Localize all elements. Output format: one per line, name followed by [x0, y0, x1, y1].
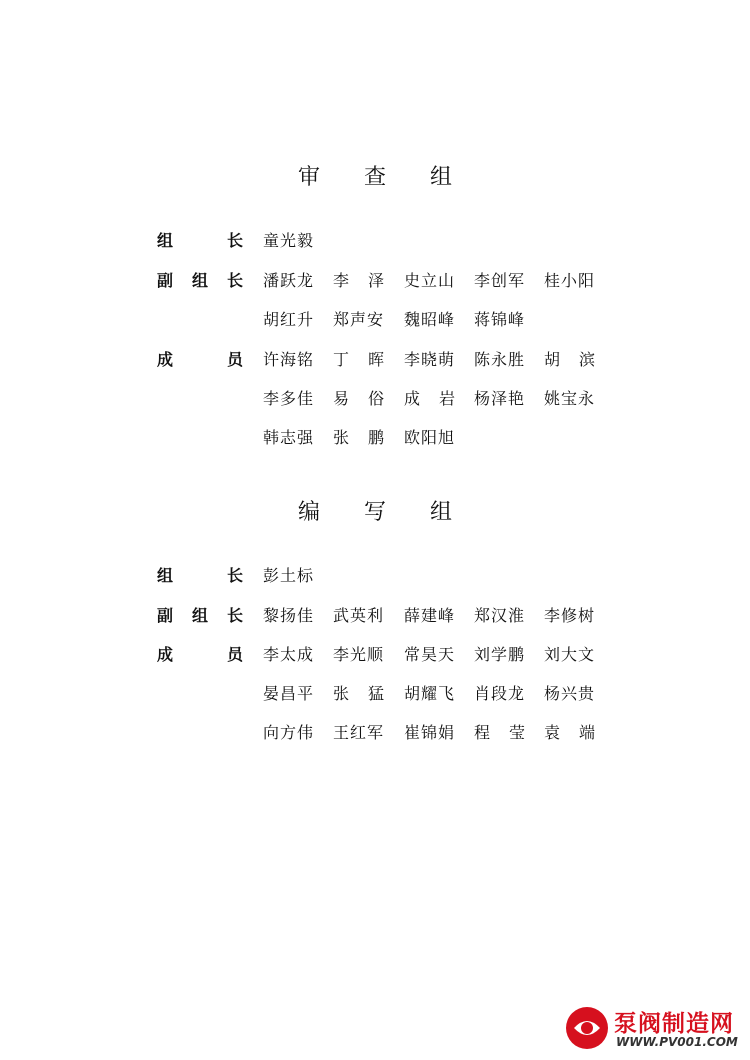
member-name: 欧 阳 旭: [404, 428, 455, 447]
member-name: 武 英 利: [333, 606, 384, 625]
member-name: 肖 段 龙: [474, 684, 525, 703]
member-names: [263, 310, 603, 330]
member-name: 陈 永 胜: [474, 350, 525, 369]
member-name: 成 岩: [404, 389, 456, 408]
role-label: 副 组 长: [157, 606, 244, 625]
member-name: 张 猛: [333, 684, 385, 703]
member-row: [0, 645, 750, 665]
member-row: [0, 231, 750, 251]
member-name: 李 晓 萌: [404, 350, 455, 369]
member-row: [0, 566, 750, 586]
member-name: 童 光 毅: [263, 231, 314, 250]
heading-char: 组: [430, 500, 453, 525]
member-names: [263, 350, 603, 370]
heading-char: 编: [297, 500, 320, 525]
member-name: 姚 宝 永: [544, 389, 595, 408]
role-label: 成 员: [157, 350, 244, 369]
member-names: [263, 645, 603, 665]
member-name: 向 方 伟: [263, 723, 314, 742]
member-name: 蒋 锦 峰: [474, 310, 525, 329]
member-name: 刘 学 鹏: [474, 645, 525, 664]
member-row: [0, 350, 750, 370]
member-name: 许 海 铭: [263, 350, 314, 369]
member-name: 杨 泽 艳: [474, 389, 525, 408]
member-name: 李 太 成: [263, 645, 314, 664]
member-names: [263, 606, 603, 626]
member-name: 韩 志 强: [263, 428, 314, 447]
member-name: 魏 昭 峰: [404, 310, 455, 329]
role-label: 成 员: [157, 645, 244, 664]
member-name: 李 光 顺: [333, 645, 384, 664]
heading-char: 写: [363, 500, 386, 525]
role-label: 组 长: [157, 231, 244, 250]
member-name: 袁 端: [544, 723, 596, 742]
member-name: 李 创 军: [474, 271, 525, 290]
member-name: 王 红 军: [333, 723, 384, 742]
member-name: 胡 耀 飞: [404, 684, 455, 703]
member-name: 晏 昌 平: [263, 684, 314, 703]
member-name: 李 泽: [333, 271, 385, 290]
member-names: [263, 428, 603, 448]
member-row: [0, 606, 750, 626]
role-label: 组 长: [157, 566, 244, 585]
member-names: [263, 566, 603, 586]
member-name: 常 昊 天: [404, 645, 455, 664]
member-name: 丁 晖: [333, 350, 385, 369]
member-name: 崔 锦 娟: [404, 723, 455, 742]
member-names: [263, 231, 603, 251]
member-name: 史 立 山: [404, 271, 455, 290]
member-names: [263, 723, 603, 743]
heading-char: 查: [363, 165, 386, 190]
member-names: [263, 389, 603, 409]
member-name: 李 修 树: [544, 606, 595, 625]
member-name: 易 俗: [333, 389, 385, 408]
member-name: 薛 建 峰: [404, 606, 455, 625]
brand-logo-icon: [564, 1005, 610, 1051]
member-name: 胡 滨: [544, 350, 596, 369]
member-row: [0, 271, 750, 291]
member-name: 潘 跃 龙: [263, 271, 314, 290]
member-name: 郑 声 安: [333, 310, 384, 329]
watermark-title: 泵阀制造网: [614, 1011, 734, 1037]
writing-group-title: [0, 495, 750, 526]
member-row: [0, 389, 750, 409]
member-name: 彭 土 标: [263, 566, 314, 585]
member-name: 杨 兴 贵: [544, 684, 595, 703]
role-label: 副 组 长: [157, 271, 244, 290]
member-name: 桂 小 阳: [544, 271, 595, 290]
member-row: [0, 684, 750, 704]
member-row: [0, 723, 750, 743]
member-names: [263, 684, 603, 704]
member-names: [263, 271, 603, 291]
heading-char: 审: [297, 165, 320, 190]
member-name: 张 鹏: [333, 428, 385, 447]
member-name: 李 多 佳: [263, 389, 314, 408]
member-name: 刘 大 文: [544, 645, 595, 664]
member-name: 程 莹: [474, 723, 526, 742]
watermark-url: WWW.PV001.COM: [616, 1035, 738, 1049]
member-name: 黎 扬 佳: [263, 606, 314, 625]
member-name: 郑 汉 淮: [474, 606, 525, 625]
watermark: [564, 1003, 744, 1055]
member-row: [0, 428, 750, 448]
member-name: 胡 红 升: [263, 310, 314, 329]
heading-char: 组: [430, 165, 453, 190]
member-row: [0, 310, 750, 330]
review-group-title: [0, 160, 750, 191]
